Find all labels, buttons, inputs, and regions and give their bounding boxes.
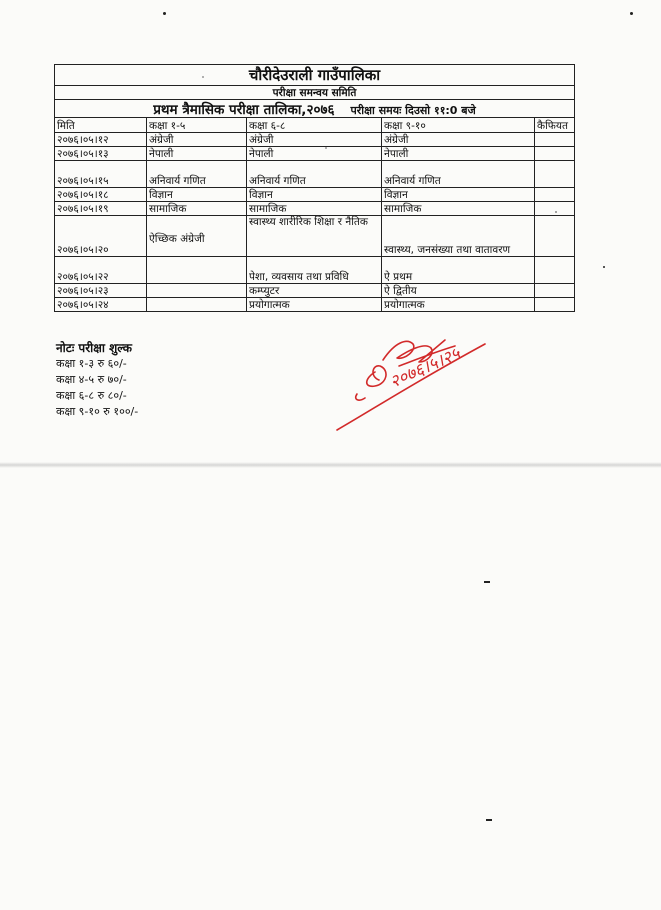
- cell-remark: [535, 216, 575, 257]
- cell-class-9-10: अंग्रेजी: [382, 133, 535, 147]
- paper-fold-line: [0, 462, 661, 468]
- cell-date: २०७६।०५।१२: [55, 133, 147, 147]
- cell-remark: [535, 147, 575, 161]
- fee-line: कक्षा ४-५ रु ७०/-: [56, 373, 127, 386]
- cell-class-1-5: ऐच्छिक अंग्रेजी: [147, 216, 247, 257]
- cell-class-6-8: नेपाली: [247, 147, 382, 161]
- signature-date: २०७६।५।२५: [386, 343, 464, 393]
- cell-date: २०७६।०५।१८: [55, 188, 147, 202]
- cell-date: २०७६।०५।१५: [55, 161, 147, 188]
- cell-class-9-10: ऐ द्वितीय: [382, 284, 535, 298]
- table-row: [55, 161, 575, 188]
- column-header-class-6-8: कक्षा ६-८: [247, 118, 382, 133]
- cell-class-9-10: ऐ प्रथम: [382, 257, 535, 284]
- cell-date: २०७६।०५।२२: [55, 257, 147, 284]
- column-header-class-1-5: कक्षा १-५: [147, 118, 247, 133]
- cell-class-6-8: सामाजिक: [247, 202, 382, 216]
- fee-line: कक्षा ९-१० रु १००/-: [56, 405, 139, 418]
- cell-remark: [535, 257, 575, 284]
- cell-date: २०७६।०५।२४: [55, 298, 147, 312]
- cell-class-1-5: अंग्रेजी: [147, 133, 247, 147]
- cell-remark: [535, 202, 575, 216]
- cell-class-9-10: विज्ञान: [382, 188, 535, 202]
- cell-class-9-10: नेपाली: [382, 147, 535, 161]
- cell-class-6-8: स्वास्थ्य शारीरिक शिक्षा र नैतिक: [247, 216, 382, 257]
- schedule-title: प्रथम त्रैमासिक परीक्षा तालिका,२०७६: [153, 102, 335, 118]
- fee-notes: [56, 340, 138, 420]
- cell-class-6-8: विज्ञान: [247, 188, 382, 202]
- column-header-remarks: कैफियत: [535, 118, 575, 133]
- cell-class-6-8: अनिवार्य गणित: [247, 161, 382, 188]
- exam-schedule-table: [54, 64, 575, 312]
- scan-speck: [603, 266, 605, 268]
- committee-name: परीक्षा समन्वय समिति: [55, 86, 575, 100]
- column-header-class-9-10: कक्षा ९-१०: [382, 118, 535, 133]
- schedule-title-row: [55, 100, 575, 118]
- table-header-row: [55, 118, 575, 133]
- cell-class-1-5: [147, 298, 247, 312]
- cell-class-9-10: अनिवार्य गणित: [382, 161, 535, 188]
- cell-class-1-5: [147, 284, 247, 298]
- cell-class-1-5: अनिवार्य गणित: [147, 161, 247, 188]
- cell-remark: [535, 284, 575, 298]
- table-row: [55, 133, 575, 147]
- table-row: [55, 298, 575, 312]
- table-row: [55, 216, 575, 257]
- handwritten-signature: [335, 320, 535, 435]
- cell-class-1-5: नेपाली: [147, 147, 247, 161]
- scan-mark: [484, 581, 490, 583]
- table-row: [55, 147, 575, 161]
- column-header-date: मिति: [55, 118, 147, 133]
- cell-remark: [535, 133, 575, 147]
- cell-class-1-5: विज्ञान: [147, 188, 247, 202]
- cell-class-1-5: सामाजिक: [147, 202, 247, 216]
- table-row: [55, 257, 575, 284]
- signature-stroke: [356, 394, 365, 400]
- cell-remark: [535, 298, 575, 312]
- cell-class-6-8: प्रयोगात्मक: [247, 298, 382, 312]
- cell-class-6-8: कम्प्युटर: [247, 284, 382, 298]
- cell-class-9-10: सामाजिक: [382, 202, 535, 216]
- table-row: [55, 284, 575, 298]
- cell-date: २०७६।०५।२३: [55, 284, 147, 298]
- fee-line: कक्षा ६-८ रु ८०/-: [56, 389, 127, 402]
- cell-remark: [535, 188, 575, 202]
- cell-date: २०७६।०५।१३: [55, 147, 147, 161]
- scan-speck: [630, 12, 633, 15]
- scan-mark: [486, 819, 492, 821]
- cell-class-6-8: पेशा, व्यवसाय तथा प्रविधि: [247, 257, 382, 284]
- cell-date: २०७६।०५।२०: [55, 216, 147, 257]
- cell-date: २०७६।०५।१९: [55, 202, 147, 216]
- notes-title: नोटः परीक्षा शुल्क: [56, 341, 132, 355]
- table-row: [55, 202, 575, 216]
- cell-remark: [535, 161, 575, 188]
- scan-speck: [163, 12, 166, 15]
- fee-line: कक्षा १-३ रु ६०/-: [56, 357, 127, 370]
- table-row: [55, 188, 575, 202]
- cell-class-1-5: [147, 257, 247, 284]
- cell-class-9-10: प्रयोगात्मक: [382, 298, 535, 312]
- office-name: चौरीदेउराली गाउँपालिका: [55, 65, 575, 86]
- signature-stroke: [367, 366, 386, 386]
- signature-stroke: [337, 344, 485, 430]
- cell-class-9-10: स्वास्थ्य, जनसंख्या तथा वातावरण: [382, 216, 535, 257]
- cell-class-6-8: अंग्रेजी: [247, 133, 382, 147]
- exam-time: परीक्षा समयः दिउसो ११:0 बजे: [350, 104, 476, 117]
